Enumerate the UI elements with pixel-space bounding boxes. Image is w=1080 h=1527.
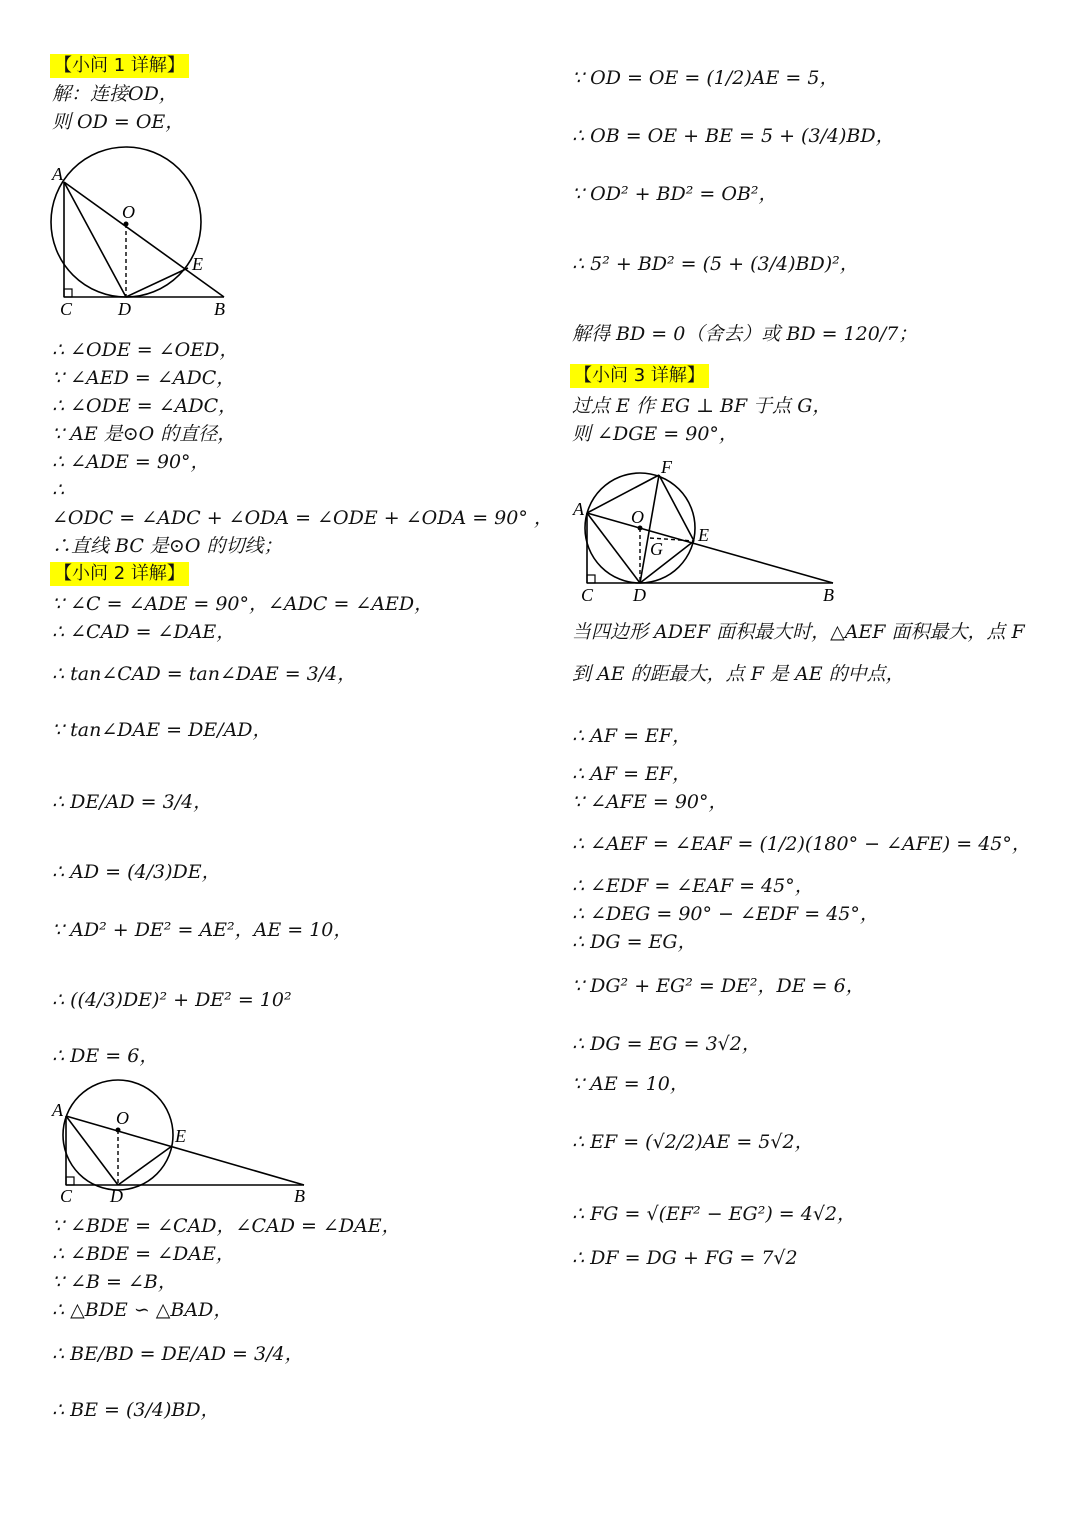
text-line: 解：连接OD， — [52, 83, 178, 105]
label: O — [122, 202, 135, 222]
label: D — [110, 1186, 123, 1206]
label: A — [52, 1100, 63, 1120]
text-line: ∴ DG = EG = 3√2， — [572, 1033, 761, 1055]
text-line: ∵ OD² + BD² = OB²， — [572, 183, 778, 205]
text-line: ∵ tan∠DAE = DE/AD， — [52, 719, 272, 741]
label: E — [698, 525, 709, 545]
text-line: ∵ AD² + DE² = AE²，AE = 10， — [52, 919, 353, 941]
text-line: ∵ ∠BDE = ∠CAD，∠CAD = ∠DAE， — [52, 1215, 401, 1237]
label: A — [573, 499, 584, 519]
text-line: ∵ OD = OE = (1/2)AE = 5， — [572, 67, 839, 89]
text-line: ∵ AE = 10， — [572, 1073, 689, 1095]
text-line: 到 AE 的距最大，点 F 是 AE 的中点， — [572, 663, 905, 685]
text-line: ∴ DE/AD = 3/4， — [52, 791, 213, 813]
label: A — [52, 164, 63, 184]
text-line: ∵ DG² + EG² = DE²，DE = 6， — [572, 975, 865, 997]
figure-2 — [40, 1078, 330, 1208]
text-line: ∴ — [52, 479, 65, 501]
figure-3 — [565, 455, 855, 605]
text-line: ∴ AF = EF， — [572, 725, 692, 747]
text-line: 当四边形 ADEF 面积最大时，△AEF 面积最大，点 F — [572, 621, 1025, 643]
text-line: 则 ∠DGE = 90°， — [572, 423, 738, 445]
heading-part-1: 【小问 1 详解】 — [50, 54, 189, 78]
text-line: ∠ODC = ∠ADC + ∠ODA = ∠ODE + ∠ODA = 90° ， — [52, 507, 553, 529]
label: O — [116, 1108, 129, 1128]
text-line: ∴ ∠BDE = ∠DAE， — [52, 1243, 235, 1265]
text-line: ∴ ∠AEF = ∠EAF = (1/2)(180° − ∠AFE) = 45°， — [572, 833, 1031, 855]
label: E — [192, 254, 203, 274]
text-line: ∴ ∠DEG = 90° − ∠EDF = 45°， — [572, 903, 879, 925]
text-line: ∴ AD = (4/3)DE， — [52, 861, 221, 883]
text-line: ∴ ∠EDF = ∠EAF = 45°， — [572, 875, 814, 897]
text-line: 解得 BD = 0（舍去）或 BD = 120/7； — [572, 323, 918, 345]
heading-part-2: 【小问 2 详解】 — [50, 562, 189, 586]
label: G — [650, 539, 663, 559]
text-line: ∵ ∠C = ∠ADE = 90°，∠ADC = ∠AED， — [52, 593, 434, 615]
text-line: ∴ ∠CAD = ∠DAE， — [52, 621, 236, 643]
label: B — [823, 585, 834, 605]
text-line: ∴ OB = OE + BE = 5 + (3/4)BD， — [572, 125, 895, 147]
text-line: ∴ ∠ODE = ∠OED， — [52, 339, 239, 361]
text-line: 过点 E 作 EG ⊥ BF 于点 G， — [572, 395, 832, 417]
text-line: ∴ 5² + BD² = (5 + (3/4)BD)²， — [572, 253, 859, 275]
text-line: ∴ ∠ADE = 90°， — [52, 451, 210, 473]
figure-1 — [40, 140, 260, 320]
text-line: ∴ BE = (3/4)BD， — [52, 1399, 220, 1421]
text-line: 则 OD = OE， — [52, 111, 185, 133]
label: C — [60, 1186, 73, 1206]
text-line: ∵ AE 是⊙O 的直径， — [52, 423, 237, 445]
label: O — [631, 507, 644, 527]
text-line: ∵ ∠AED = ∠ADC， — [52, 367, 236, 389]
label: F — [661, 457, 672, 477]
text-line: ∴ BE/BD = DE/AD = 3/4， — [52, 1343, 304, 1365]
text-line: ∴ ∠ODE = ∠ADC， — [52, 395, 238, 417]
label: C — [581, 585, 594, 605]
heading-part-3: 【小问 3 详解】 — [570, 364, 709, 388]
text-line: ∴ AF = EF， — [572, 763, 692, 785]
text-line: ∴ EF = (√2/2)AE = 5√2， — [572, 1131, 814, 1153]
text-line: ∵ ∠B = ∠B， — [52, 1271, 177, 1293]
label: B — [214, 299, 225, 319]
text-line: ∴ △BDE ∽ △BAD， — [52, 1299, 233, 1321]
text-line: ∴ ((4/3)DE)² + DE² = 10² — [52, 989, 292, 1011]
text-line: ∴ FG = √(EF² − EG²) = 4√2， — [572, 1203, 857, 1225]
label: B — [294, 1186, 305, 1206]
text-line: ∴ DG = EG， — [572, 931, 697, 953]
label: D — [633, 585, 646, 605]
text-line: ∴ DF = DG + FG = 7√2 — [572, 1247, 798, 1269]
label: C — [60, 299, 73, 319]
label: E — [175, 1126, 186, 1146]
label: D — [118, 299, 131, 319]
text-line: ∵ ∠AFE = 90°， — [572, 791, 728, 813]
text-line: ∴ tan∠CAD = tan∠DAE = 3/4， — [52, 663, 357, 685]
text-line: ∴ DE = 6， — [52, 1045, 159, 1067]
text-line: ∴直线 BC 是⊙O 的切线； — [52, 535, 283, 557]
